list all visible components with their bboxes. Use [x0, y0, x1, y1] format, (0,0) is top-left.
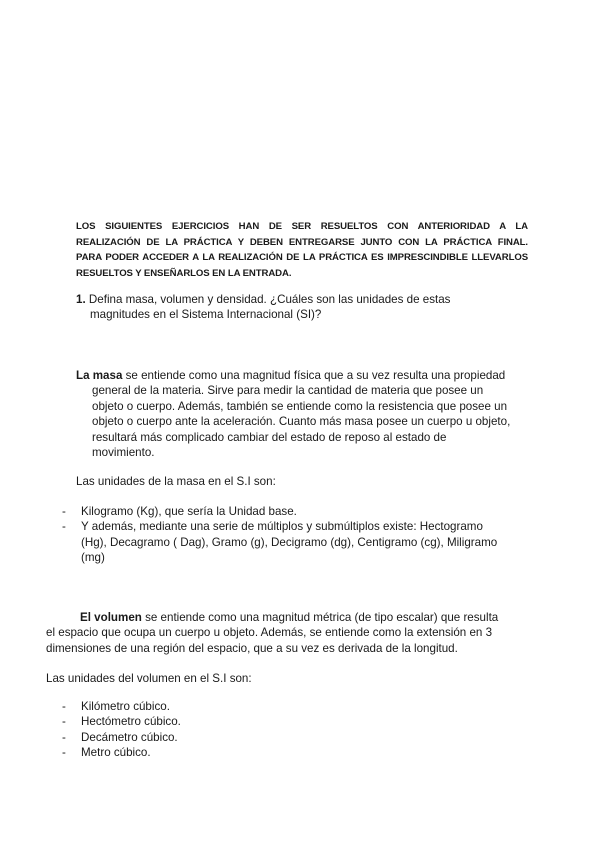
question-number: 1.: [76, 293, 86, 306]
list-bullet: -: [62, 730, 66, 744]
list-item: [62, 745, 511, 760]
instructions-paragraph: [76, 219, 528, 281]
list-item: [62, 504, 511, 519]
paragraph-line: resultará más complicado cambiar del estado de reposo al estado de: [92, 430, 447, 444]
instructions-line: PARA PODER ACCEDER A LA REALIZACIÓN DE LA PRÁCTICA ES IMPRESCINDIBLE LLEVARLOS: [76, 252, 528, 263]
volume-units-list: [62, 699, 511, 761]
list-item-text: Hectómetro cúbico.: [81, 715, 181, 729]
list-item-line: (Hg), Decagramo ( Dag), Gramo (g), Decigramo (dg), Centigramo (cg), Miligramo: [81, 535, 498, 549]
question-text-line: magnitudes en el Sistema Internacional (SI)?: [90, 308, 322, 322]
list-item-text: Kilómetro cúbico.: [81, 700, 170, 713]
volume-definition-paragraph: [46, 610, 526, 656]
question-1: [76, 292, 516, 323]
question-text-line: Defina masa, volumen y densidad. ¿Cuáles son las unidades de estas: [88, 293, 451, 306]
mass-units-intro: Las unidades de la masa en el S.I son:: [76, 475, 276, 488]
volume-term: El volumen: [80, 611, 142, 624]
list-bullet: -: [62, 746, 66, 760]
list-item-text: Metro cúbico.: [81, 746, 151, 760]
instructions-line: REALIZACIÓN DE LA PRÁCTICA Y DEBEN ENTREGARSE JUNTO CON LA PRÁCTICA FINAL.: [76, 236, 528, 248]
paragraph-line: objeto o cuerpo ante la aceleración. Cuanto más masa posee un cuerpo u objeto,: [92, 415, 511, 429]
list-item-text: Kilogramo (Kg), que sería la Unidad base.: [81, 505, 297, 518]
list-bullet: -: [62, 715, 66, 729]
instructions-line: RESUELTOS Y ENSEÑARLOS EN LA ENTRADA.: [76, 267, 292, 279]
list-item-text: [81, 519, 511, 565]
list-item: [62, 699, 511, 714]
paragraph-line: se entiende como una magnitud física que a su vez resulta una propiedad: [122, 369, 506, 382]
instructions-line: LOS SIGUIENTES EJERCICIOS HAN DE SER RESUELTOS CON ANTERIORIDAD A LA: [76, 221, 528, 232]
list-item: [62, 730, 511, 745]
paragraph-line: objeto o cuerpo. Además, también se entiende como la resistencia que posee un: [92, 399, 508, 413]
list-item-line: (mg): [81, 551, 105, 565]
mass-definition-paragraph: [76, 368, 536, 460]
mass-units-list: [62, 504, 511, 566]
list-bullet: -: [62, 520, 66, 534]
list-bullet: -: [62, 700, 66, 713]
list-item: [62, 714, 511, 729]
mass-term: La masa: [76, 369, 123, 382]
list-item-line: Y además, mediante una serie de múltiplos y submúltiplos existe: Hectogramo: [81, 520, 483, 534]
list-item: [62, 519, 511, 565]
paragraph-line: se entiende como una magnitud métrica (de tipo escalar) que resulta: [141, 611, 499, 624]
list-item-text: Decámetro cúbico.: [81, 730, 178, 744]
list-bullet: -: [62, 505, 66, 518]
volume-units-intro: Las unidades del volumen en el S.I son:: [46, 672, 252, 685]
paragraph-line: el espacio que ocupa un cuerpo u objeto. Además, se entiende como la extensión en 3: [46, 626, 493, 640]
paragraph-line: movimiento.: [92, 446, 155, 460]
paragraph-line: general de la materia. Sirve para medir la cantidad de materia que posee un: [92, 384, 484, 398]
paragraph-line: dimensiones de una región del espacio, que a su vez es derivada de la longitud.: [46, 641, 458, 655]
